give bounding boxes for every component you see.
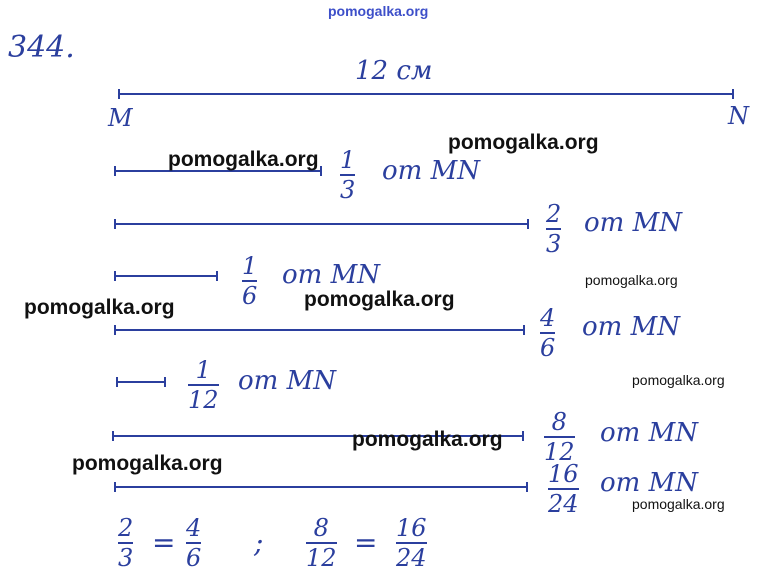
- watermark-8: pomogalka.org: [72, 452, 223, 475]
- fraction-3: 1 6: [242, 252, 258, 310]
- point-m-label: M: [108, 104, 133, 132]
- segment-sixteen-twentyfourths: [114, 486, 528, 488]
- eq2-sign: =: [354, 526, 378, 559]
- watermark-9: pomogalka.org: [632, 496, 725, 512]
- eq1-left-fraction: 2 3: [118, 514, 134, 572]
- fraction-7: 16 24: [548, 460, 579, 518]
- segment-suffix-7: от MN: [600, 468, 698, 498]
- watermark-1: pomogalka.org: [448, 131, 599, 154]
- segment-one-sixth: [114, 275, 218, 277]
- header-watermark: pomogalka.org: [328, 3, 429, 19]
- watermark-6: pomogalka.org: [632, 372, 725, 388]
- segment-suffix-5: от MN: [238, 366, 336, 396]
- main-segment: [118, 93, 734, 95]
- segment-suffix-3: от MN: [282, 260, 380, 290]
- segment-suffix-4: от MN: [582, 312, 680, 342]
- eq1-right-fraction: 4 6: [186, 514, 202, 572]
- equation-separator: ;: [254, 526, 264, 559]
- problem-number: 344.: [8, 30, 75, 65]
- fraction-5: 1 12: [188, 356, 219, 414]
- watermark-5: pomogalka.org: [24, 296, 175, 319]
- eq1-sign: =: [152, 526, 176, 559]
- watermark-3: pomogalka.org: [585, 272, 678, 288]
- segment-suffix-1: от MN: [382, 156, 480, 186]
- segment-suffix-2: от MN: [584, 208, 682, 238]
- segment-four-sixths: [114, 329, 525, 331]
- fraction-2: 2 3: [546, 200, 562, 258]
- eq2-left-fraction: 8 12: [306, 514, 337, 572]
- watermark-2: pomogalka.org: [168, 148, 319, 171]
- main-segment-length: 12 см: [355, 56, 433, 86]
- segment-suffix-6: от MN: [600, 418, 698, 448]
- segment-one-twelfth: [116, 381, 166, 383]
- fraction-1: 1 3: [340, 146, 356, 204]
- segment-two-thirds: [114, 223, 529, 225]
- watermark-7: pomogalka.org: [352, 428, 503, 451]
- eq2-right-fraction: 16 24: [396, 514, 427, 572]
- point-n-label: N: [728, 102, 749, 130]
- fraction-4: 4 6: [540, 304, 556, 362]
- fraction-6: 8 12: [544, 408, 575, 466]
- watermark-4: pomogalka.org: [304, 288, 455, 311]
